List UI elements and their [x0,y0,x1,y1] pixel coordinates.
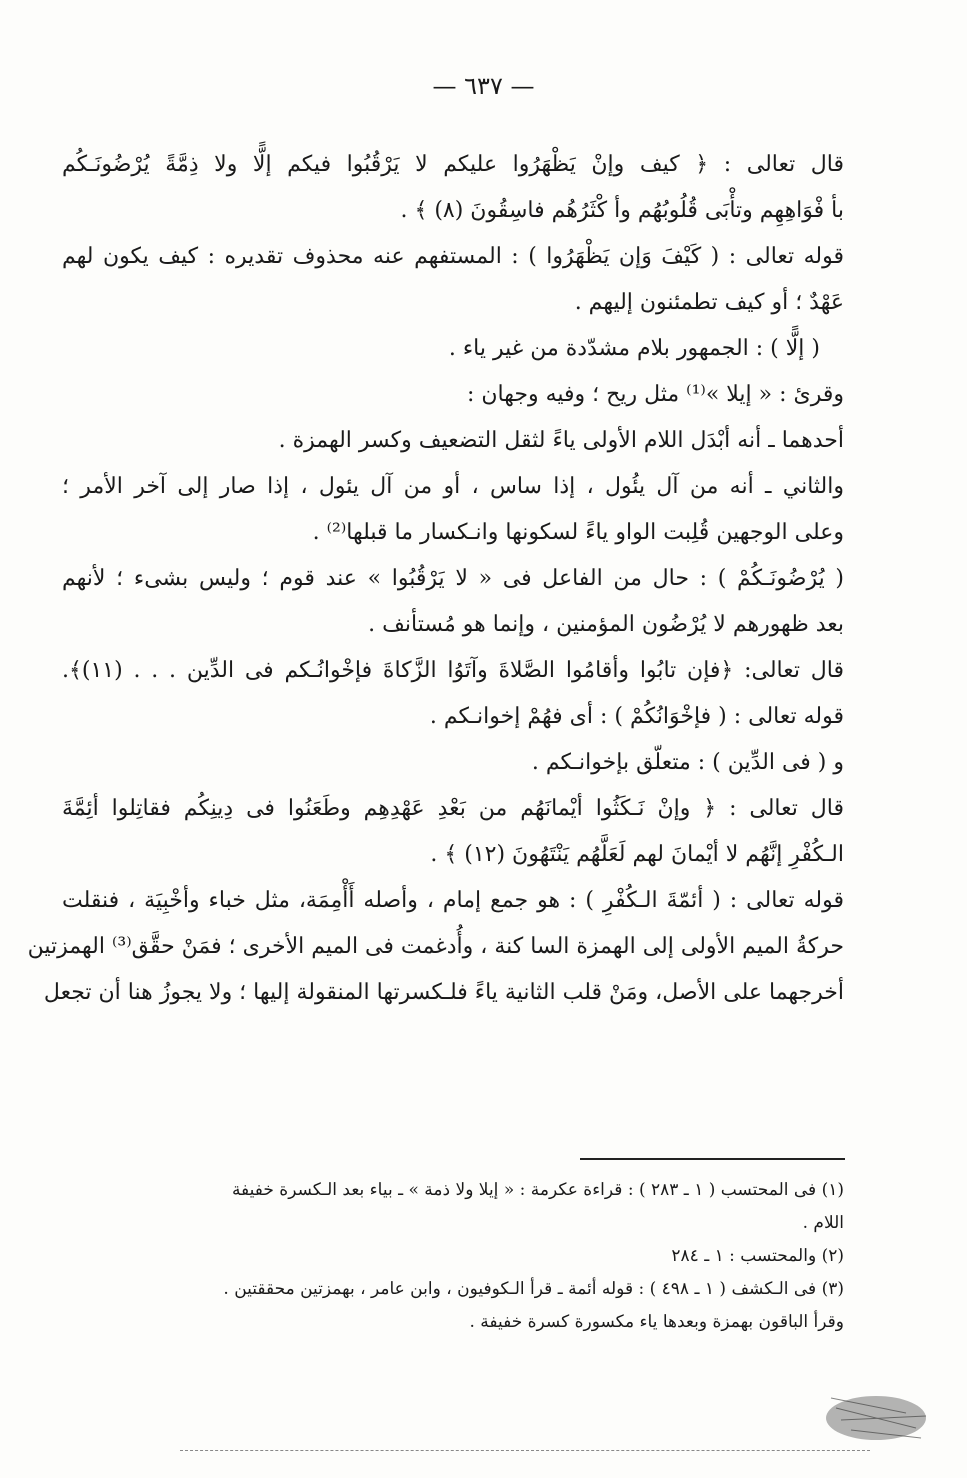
footnote-line: (١) فى المحتسب ( ١ ـ ٢٨٣ ) : قراءة عكرمة : « إيلا ولا ذمة » ـ بياء بعد الـكسرة خفيفة [231,1180,844,1200]
footnote-line: (٢) والمحتسب : ١ ـ ٢٨٤ [671,1246,844,1266]
text-line: وعلى الوجهين قُلِبت الواو ياءً لسكونها وانـكسار ما قبلها⁽²⁾ . [312,520,844,545]
footnote-line: (٣) فى الـكشف ( ١ ـ ٤٩٨ ) : قوله أئمة ـ قرأ الـكوفيون ، وابن عامر ، بهمزتين محققتين . [223,1279,844,1299]
text-line: ( يُرْضُونَـكُمْ ) : حال من الفاعل فى « لا يَرْقُبُوا » عند قوم ؛ وليس بشىء ؛ لأنهم [62,566,844,591]
text-line: و ( فى الدِّين ) : متعلّق بإخوانـكم . [531,750,844,775]
text-line: وقرئ : « إيلا »⁽¹⁾ مثل ريح ؛ وفيه وجهان : [466,382,844,407]
text-line: أحدهما ـ أنه أبْدَل اللام الأولى ياءً لثقل التضعيف وكسر الهمزة . [278,428,844,453]
footnote-line: اللام . [802,1213,844,1233]
text-line: ( إلًّا ) : الجمهور بلام مشدّدة من غير ياء . [448,336,820,361]
text-line: الـكُفْرِ إنَّهُم لا أيْمانَ لهم لَعَلَّهُم يَنْتَهُونَ (١٢) ﴾ . [430,842,844,867]
bottom-edge-line [180,1450,870,1451]
scan-smudge-mark [816,1368,936,1458]
text-line: عَهْدٌ ؛ أو كيف تطمئنون إليهم . [574,290,844,315]
text-line: بعد ظهورهم لا يُرْضُون المؤمنين ، وإنما هو مُستأنف . [368,612,844,637]
text-line: حركةُ الميم الأولى إلى الهمزة السا كنة ، وأُدغمت فى الميم الأخرى ؛ فمَنْ حقَّق⁽³⁾ الهمزتين [27,934,844,959]
text-line: قوله تعالى : ( كَيْفَ وَإن يَظْهَرُوا ) : المستفهم عنه محذوف تقديره : كيف يكون لهم [62,244,844,269]
text-line: أخرجهما على الأصل، ومَنْ قلب الثانية ياءً فلـكسرتها المنقولة إليها ؛ ولا يجوزُ هنا أن تجعل [43,980,844,1005]
footnotes [62,1174,844,1339]
text-line: قال تعالى : ﴿ وإنْ نَـكَثُوا أيْمانَهُم من بَعْدِ عَهْدِهِم وطَعَنُوا فى دِينِكُم فقاتِلوا أئِمَّةَ [62,796,844,821]
main-text [27,142,844,1016]
footnote-divider [580,1158,845,1160]
text-line: بأ فْوَاهِهِم وتأْبَى قُلُوبُهُم وأ كْثَرُهُم فاسِقُونَ (٨) ﴾ . [400,198,844,223]
text-line: قال تعالى: ﴿فإن تابُوا وأقامُوا الصَّلاةَ وآتَوُا الزَّكاةَ فإخْوانُـكم فى الدِّين . . . (١١)﴾. [62,658,844,683]
footnote-line: وقرأ الباقون بهمزة وبعدها ياء مكسورة كسرة خفيفة . [469,1312,844,1332]
text-line: قال تعالى : ﴿ كيف وإنْ يَظْهَرُوا عليكم لا يَرْقُبُوا فيكم إلًّا ولا ذِمَّةً يُرْضُونَـكُم [62,152,844,177]
text-line: قوله تعالى : ( أئمّةَ الـكُفْرِ ) : هو جمع إمام ، وأصله أَأْمِمَة، مثل خباء وأخْبِيَة ، فنقلت [62,888,844,913]
page-number: — ٦٣٧ — [432,72,535,100]
text-line: قوله تعالى : ( فإخْوَانُكُمْ ) : أى فهُمْ إخوانـكم . [429,704,844,729]
text-line: والثاني ـ أنه من آل يئُول ، إذا ساس ، أو من آل يئول ، إذا صار إلى آخر الأمر ؛ [62,474,844,499]
